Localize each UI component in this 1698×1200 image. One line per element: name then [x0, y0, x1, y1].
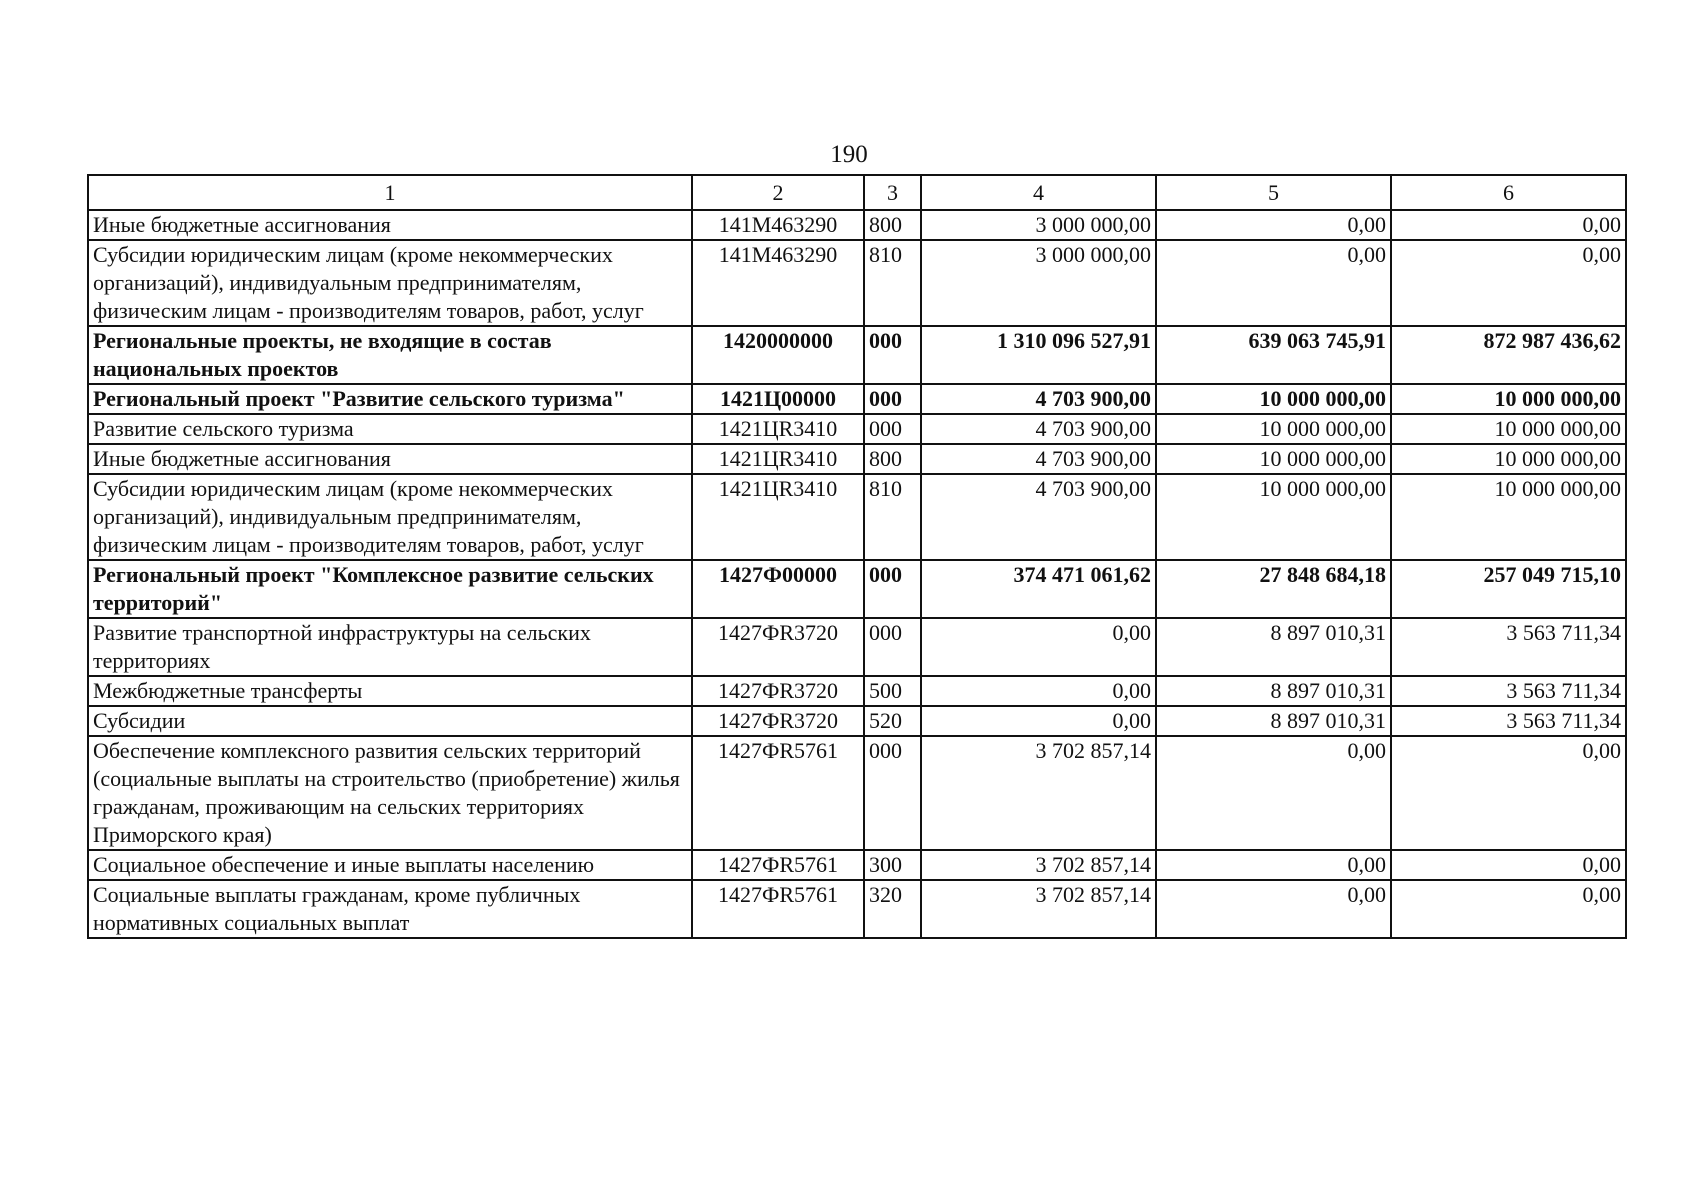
table-row [88, 736, 1626, 850]
row-type: 000 [864, 326, 921, 384]
table-row [88, 618, 1626, 676]
row-value-6: 3 563 711,34 [1391, 676, 1626, 706]
row-code: 1427ФR3720 [692, 706, 864, 736]
row-code: 1427ФR3720 [692, 618, 864, 676]
row-value-5: 0,00 [1156, 850, 1391, 880]
row-type: 000 [864, 414, 921, 444]
row-value-4: 4 703 900,00 [921, 414, 1156, 444]
row-value-6: 10 000 000,00 [1391, 444, 1626, 474]
row-name: Субсидии юридическим лицам (кроме некоммерческих организаций), индивидуальным предпринимателям, физическим лицам - производителям товаров, работ, услуг [88, 240, 692, 326]
row-code: 141M463290 [692, 210, 864, 240]
row-code: 1421ЦR3410 [692, 414, 864, 444]
row-type: 000 [864, 736, 921, 850]
row-value-6: 3 563 711,34 [1391, 618, 1626, 676]
table-row [88, 560, 1626, 618]
row-name: Иные бюджетные ассигнования [88, 210, 692, 240]
row-value-4: 4 703 900,00 [921, 384, 1156, 414]
row-code: 1421ЦR3410 [692, 444, 864, 474]
row-value-5: 8 897 010,31 [1156, 618, 1391, 676]
row-type: 300 [864, 850, 921, 880]
row-code: 1427ФR5761 [692, 880, 864, 938]
row-code: 1427ФR5761 [692, 736, 864, 850]
column-header-1: 1 [88, 175, 692, 210]
table-row [88, 210, 1626, 240]
row-name: Субсидии юридическим лицам (кроме некоммерческих организаций), индивидуальным предпринимателям, физическим лицам - производителям товаров, работ, услуг [88, 474, 692, 560]
table-row [88, 444, 1626, 474]
table-header-row [88, 175, 1626, 210]
row-name: Развитие сельского туризма [88, 414, 692, 444]
table-row [88, 384, 1626, 414]
row-value-4: 3 000 000,00 [921, 240, 1156, 326]
row-value-6: 3 563 711,34 [1391, 706, 1626, 736]
row-value-4: 3 702 857,14 [921, 880, 1156, 938]
column-header-3: 3 [864, 175, 921, 210]
table-row [88, 676, 1626, 706]
row-value-4: 374 471 061,62 [921, 560, 1156, 618]
table-row [88, 474, 1626, 560]
row-value-5: 27 848 684,18 [1156, 560, 1391, 618]
row-type: 800 [864, 444, 921, 474]
table-row [88, 850, 1626, 880]
row-type: 810 [864, 474, 921, 560]
row-value-6: 10 000 000,00 [1391, 474, 1626, 560]
row-name: Межбюджетные трансферты [88, 676, 692, 706]
row-value-4: 4 703 900,00 [921, 444, 1156, 474]
column-header-2: 2 [692, 175, 864, 210]
table-row [88, 414, 1626, 444]
row-name: Социальное обеспечение и иные выплаты населению [88, 850, 692, 880]
row-name: Развитие транспортной инфраструктуры на сельских территориях [88, 618, 692, 676]
row-type: 500 [864, 676, 921, 706]
table-row [88, 326, 1626, 384]
row-value-6: 0,00 [1391, 210, 1626, 240]
row-value-4: 3 702 857,14 [921, 850, 1156, 880]
row-value-6: 0,00 [1391, 850, 1626, 880]
row-name: Обеспечение комплексного развития сельских территорий (социальные выплаты на строительство (приобретение) жилья гражданам, проживающим на сельских территориях Приморского края) [88, 736, 692, 850]
row-type: 320 [864, 880, 921, 938]
row-value-6: 872 987 436,62 [1391, 326, 1626, 384]
row-value-5: 8 897 010,31 [1156, 706, 1391, 736]
row-value-5: 10 000 000,00 [1156, 444, 1391, 474]
row-code: 1427ФR5761 [692, 850, 864, 880]
row-value-4: 0,00 [921, 706, 1156, 736]
row-value-5: 8 897 010,31 [1156, 676, 1391, 706]
row-value-4: 3 702 857,14 [921, 736, 1156, 850]
row-code: 1427Ф00000 [692, 560, 864, 618]
row-value-4: 0,00 [921, 618, 1156, 676]
page-number: 190 [830, 141, 868, 168]
row-code: 1421Ц00000 [692, 384, 864, 414]
row-value-4: 1 310 096 527,91 [921, 326, 1156, 384]
row-name: Региональный проект "Развитие сельского туризма" [88, 384, 692, 414]
row-value-5: 0,00 [1156, 210, 1391, 240]
row-value-6: 10 000 000,00 [1391, 384, 1626, 414]
table-row [88, 240, 1626, 326]
row-value-6: 0,00 [1391, 736, 1626, 850]
column-header-4: 4 [921, 175, 1156, 210]
row-value-6: 0,00 [1391, 240, 1626, 326]
row-type: 000 [864, 560, 921, 618]
row-type: 000 [864, 384, 921, 414]
row-value-5: 0,00 [1156, 240, 1391, 326]
row-value-5: 0,00 [1156, 880, 1391, 938]
row-name: Региональный проект "Комплексное развитие сельских территорий" [88, 560, 692, 618]
row-value-4: 3 000 000,00 [921, 210, 1156, 240]
table-row [88, 880, 1626, 938]
row-value-5: 10 000 000,00 [1156, 384, 1391, 414]
row-code: 1420000000 [692, 326, 864, 384]
row-name: Субсидии [88, 706, 692, 736]
row-value-4: 0,00 [921, 676, 1156, 706]
row-name: Иные бюджетные ассигнования [88, 444, 692, 474]
row-value-6: 0,00 [1391, 880, 1626, 938]
column-header-6: 6 [1391, 175, 1626, 210]
budget-table [87, 174, 1627, 939]
row-code: 141M463290 [692, 240, 864, 326]
row-code: 1427ФR3720 [692, 676, 864, 706]
row-type: 810 [864, 240, 921, 326]
row-name: Социальные выплаты гражданам, кроме публичных нормативных социальных выплат [88, 880, 692, 938]
row-name: Региональные проекты, не входящие в состав национальных проектов [88, 326, 692, 384]
row-value-4: 4 703 900,00 [921, 474, 1156, 560]
row-type: 000 [864, 618, 921, 676]
row-value-5: 10 000 000,00 [1156, 414, 1391, 444]
row-value-5: 639 063 745,91 [1156, 326, 1391, 384]
table-row [88, 706, 1626, 736]
row-code: 1421ЦR3410 [692, 474, 864, 560]
column-header-5: 5 [1156, 175, 1391, 210]
row-value-5: 10 000 000,00 [1156, 474, 1391, 560]
row-value-6: 257 049 715,10 [1391, 560, 1626, 618]
row-type: 520 [864, 706, 921, 736]
row-value-5: 0,00 [1156, 736, 1391, 850]
row-type: 800 [864, 210, 921, 240]
row-value-6: 10 000 000,00 [1391, 414, 1626, 444]
